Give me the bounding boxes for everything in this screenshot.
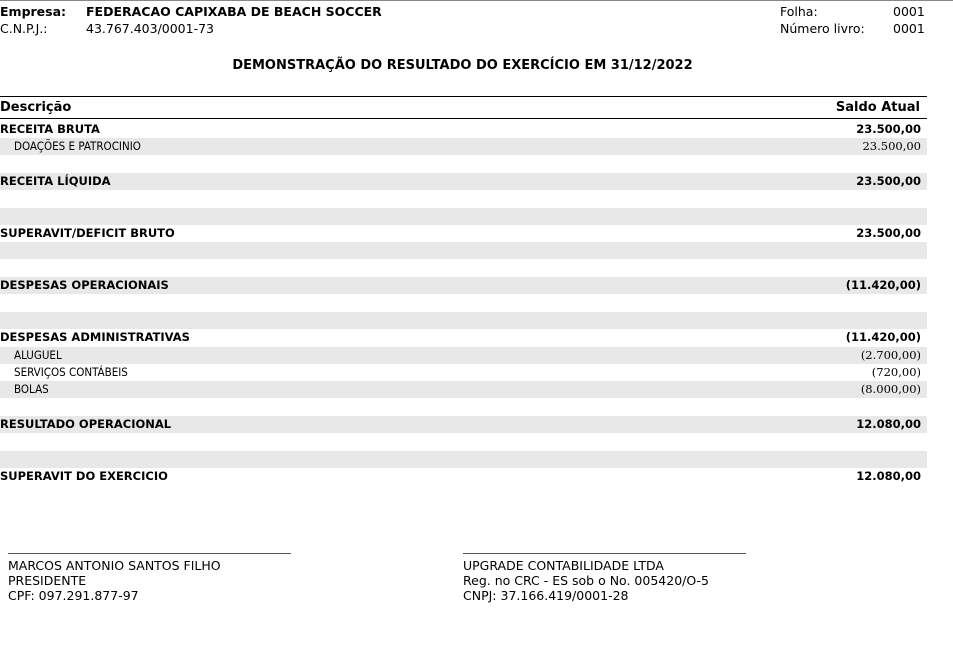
row-value: 12.080,00 <box>856 469 921 483</box>
row-description: SUPERAVIT/DEFICIT BRUTO <box>0 226 175 241</box>
row-value: 23.500,00 <box>856 226 921 241</box>
table-row-blank <box>0 433 927 450</box>
accountant-cnpj: CNPJ: 37.166.419/0001-28 <box>463 588 629 603</box>
table-row <box>0 329 927 346</box>
folha-label: Folha: <box>780 4 818 19</box>
livro-value: 0001 <box>893 21 925 36</box>
row-description: RECEITA LÍQUIDA <box>0 174 111 189</box>
row-description: BOLAS <box>14 382 49 397</box>
table-row-blank <box>0 208 927 225</box>
column-header-descricao: Descrição <box>0 100 72 115</box>
signatory-name: MARCOS ANTONIO SANTOS FILHO <box>8 558 221 573</box>
row-value: 23.500,00 <box>856 174 921 189</box>
empresa-label: Empresa: <box>0 4 67 19</box>
table-top-rule <box>0 96 927 97</box>
column-header-saldo: Saldo Atual <box>835 100 920 115</box>
row-value: (720,00) <box>871 364 921 379</box>
top-border-line <box>0 0 953 1</box>
row-description: ALUGUEL <box>14 347 62 362</box>
table-row <box>0 416 927 433</box>
table-row-blank <box>0 190 927 207</box>
row-description: DOAÇÕES E PATROCINIO <box>14 139 141 154</box>
table-row-blank <box>0 399 927 416</box>
row-description: DESPESAS OPERACIONAIS <box>0 278 169 293</box>
row-description: RECEITA BRUTA <box>0 122 100 136</box>
table-header-rule <box>0 118 927 119</box>
row-value: (11.420,00) <box>845 278 921 293</box>
table-row <box>0 364 927 381</box>
table-row <box>0 347 927 364</box>
table-row-blank <box>0 156 927 173</box>
row-description: RESULTADO OPERACIONAL <box>0 416 172 431</box>
row-value: 12.080,00 <box>856 416 921 431</box>
accountant-registration: Reg. no CRC - ES sob o No. 005420/O-5 <box>463 573 710 588</box>
table-row <box>0 381 927 398</box>
signature-block-president <box>8 558 221 603</box>
row-value: 23.500,00 <box>856 122 921 136</box>
table-row <box>0 225 927 242</box>
signatory-cpf: CPF: 097.291.877-97 <box>8 588 139 603</box>
table-row-blank <box>0 260 927 277</box>
empresa-value: FEDERACAO CAPIXABA DE BEACH SOCCER <box>86 4 382 19</box>
table-row-blank <box>0 295 927 312</box>
signatory-role: PRESIDENTE <box>8 573 87 588</box>
table-row-blank <box>0 451 927 468</box>
cnpj-label: C.N.P.J.: <box>0 21 48 36</box>
row-description: SERVIÇOS CONTÁBEIS <box>14 364 128 379</box>
table-row-blank <box>0 312 927 329</box>
table-row <box>0 121 927 138</box>
signature-line-right <box>463 553 746 554</box>
row-value: 23.500,00 <box>862 139 921 154</box>
row-value: (11.420,00) <box>845 330 921 345</box>
signature-block-accountant <box>463 558 709 603</box>
report-title: DEMONSTRAÇÃO DO RESULTADO DO EXERCÍCIO EM 31/12/2022 <box>232 58 693 73</box>
table-row <box>0 468 927 485</box>
table-row <box>0 173 927 190</box>
cnpj-value: 43.767.403/0001-73 <box>86 21 215 36</box>
accountant-name: UPGRADE CONTABILIDADE LTDA <box>463 558 664 573</box>
table-row-blank <box>0 242 927 259</box>
row-description: SUPERAVIT DO EXERCICIO <box>0 469 168 483</box>
row-value: (2.700,00) <box>860 347 921 362</box>
table-row <box>0 277 927 294</box>
livro-label: Número livro: <box>780 21 865 36</box>
row-description: DESPESAS ADMINISTRATIVAS <box>0 330 190 345</box>
signature-line-left <box>8 553 291 554</box>
table-row <box>0 138 927 155</box>
folha-value: 0001 <box>893 4 925 19</box>
row-value: (8.000,00) <box>860 382 921 397</box>
